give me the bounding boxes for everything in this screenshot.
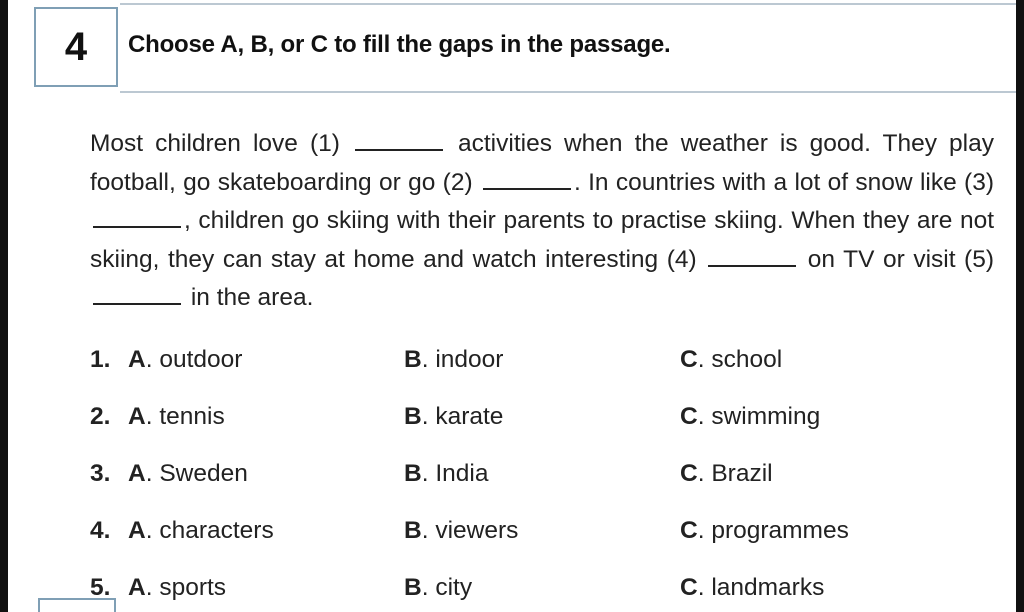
option-4a[interactable]: A. characters bbox=[128, 517, 274, 544]
option-5c[interactable]: C. landmarks bbox=[680, 574, 825, 601]
option-1a[interactable]: A. outdoor bbox=[128, 346, 243, 373]
question-row-3 bbox=[0, 452, 1024, 492]
option-4c[interactable]: C. programmes bbox=[680, 517, 849, 544]
next-exercise-box-edge bbox=[38, 598, 116, 612]
passage-segment-2: activities when the weather is good. They play football, go skateboarding or go (2) bbox=[90, 130, 994, 196]
option-3a[interactable]: A. Sweden bbox=[128, 460, 248, 487]
passage-segment-1: Most children love (1) bbox=[90, 130, 340, 157]
exercise-number: 4 bbox=[64, 24, 88, 69]
question-number: 3. bbox=[90, 460, 111, 487]
question-row-4 bbox=[0, 509, 1024, 549]
option-1c[interactable]: C. school bbox=[680, 346, 783, 373]
question-number: 2. bbox=[90, 403, 111, 430]
question-number: 1. bbox=[90, 346, 111, 373]
gap-5-blank[interactable] bbox=[93, 283, 181, 305]
header-top-rule bbox=[120, 3, 1016, 5]
exercise-number-box bbox=[34, 7, 118, 87]
option-3b[interactable]: B. India bbox=[404, 460, 489, 487]
option-5b[interactable]: B. city bbox=[404, 574, 473, 601]
gap-2-blank[interactable] bbox=[483, 168, 571, 190]
question-number: 5. bbox=[90, 574, 111, 601]
option-2c[interactable]: C. swimming bbox=[680, 403, 821, 430]
passage-segment-6: in the area. bbox=[190, 284, 314, 311]
option-2b[interactable]: B. karate bbox=[404, 403, 504, 430]
gap-3-blank[interactable] bbox=[93, 206, 181, 228]
option-1b[interactable]: B. indoor bbox=[404, 346, 504, 373]
question-row-1 bbox=[0, 338, 1024, 378]
question-row-5 bbox=[0, 566, 1024, 606]
question-row-2 bbox=[0, 395, 1024, 435]
passage-segment-4: , children go skiing with their parents to practise skiing. When they are not skiing, they can stay at home and watch interesting (4) bbox=[90, 207, 994, 273]
option-4b[interactable]: B. viewers bbox=[404, 517, 519, 544]
exercise-instruction: Choose A, B, or C to fill the gaps in the passage. bbox=[128, 31, 671, 58]
passage-segment-5: on TV or visit (5) bbox=[807, 245, 994, 273]
gap-4-blank[interactable] bbox=[708, 245, 796, 267]
option-2a[interactable]: A. tennis bbox=[128, 403, 225, 430]
gap-1-blank[interactable] bbox=[355, 129, 443, 151]
option-3c[interactable]: C. Brazil bbox=[680, 460, 773, 487]
passage-text bbox=[90, 125, 994, 318]
question-number: 4. bbox=[90, 517, 111, 544]
header-bottom-rule bbox=[120, 91, 1016, 93]
option-5a[interactable]: A. sports bbox=[128, 574, 227, 601]
passage-segment-3: . In countries with a lot of snow like (3) bbox=[573, 168, 994, 196]
